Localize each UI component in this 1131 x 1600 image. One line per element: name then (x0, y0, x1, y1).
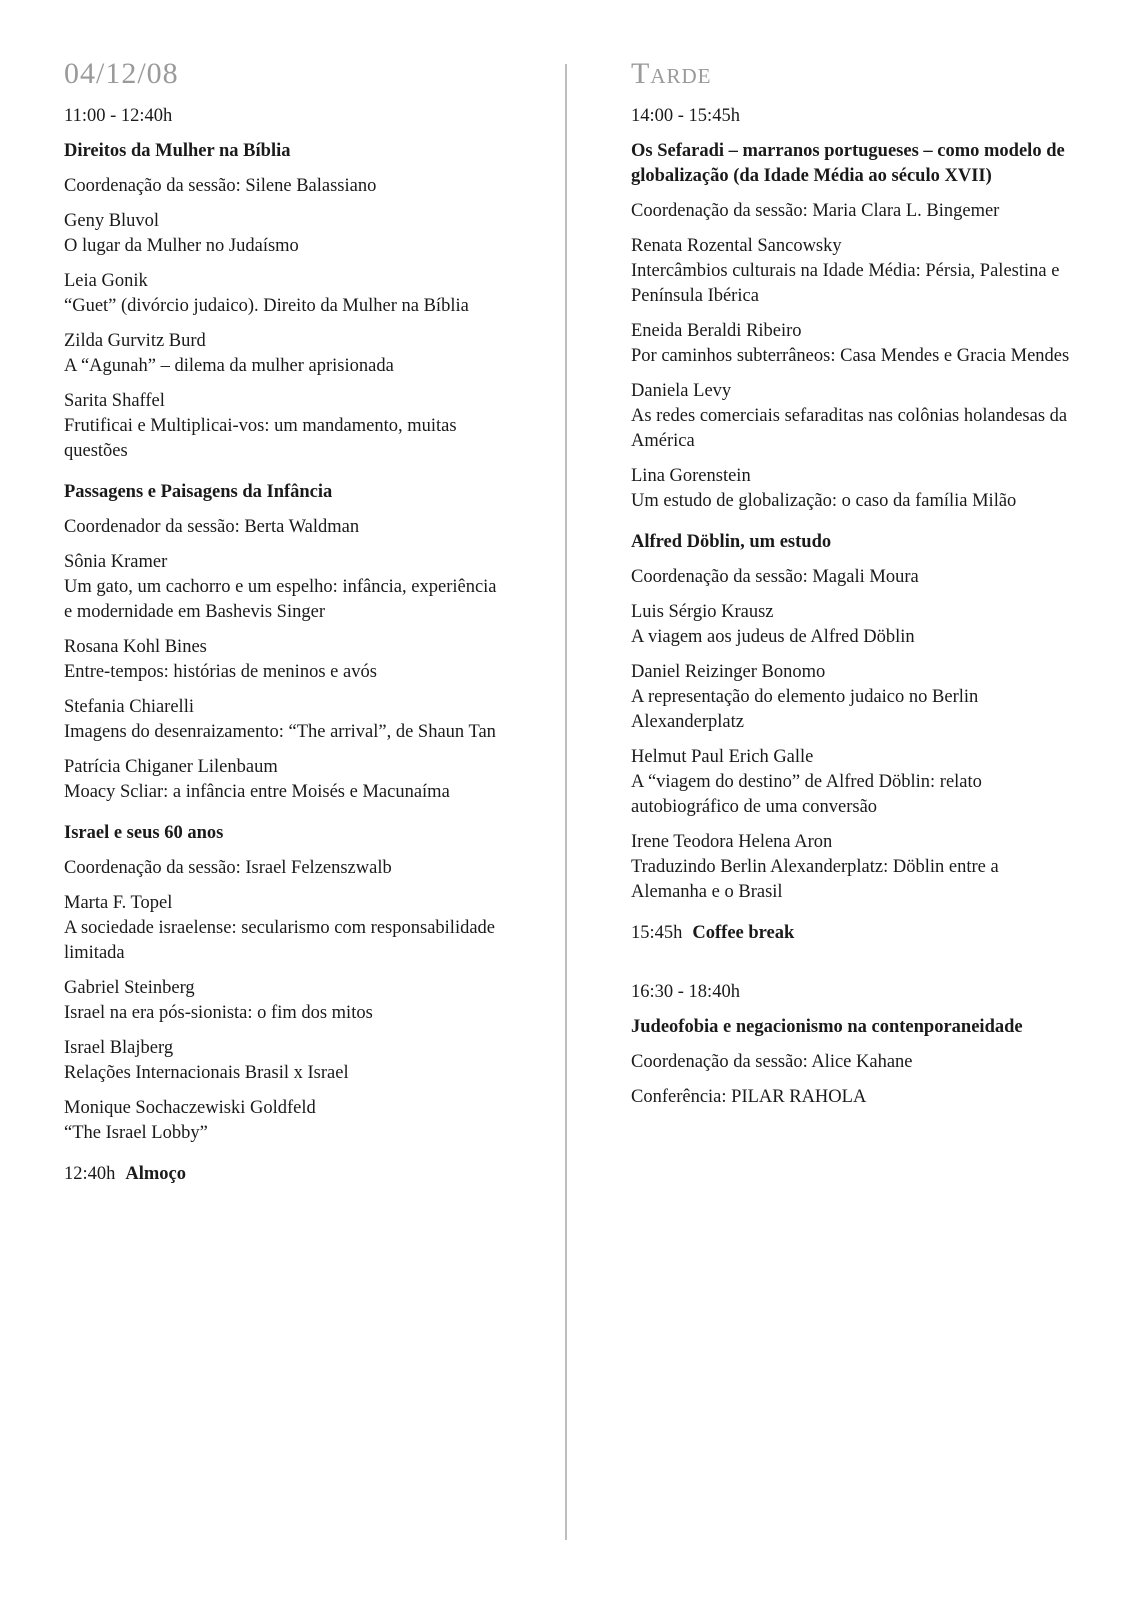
talk-item (64, 550, 504, 625)
talk-title: Israel na era pós-sionista: o fim dos mitos (64, 1003, 373, 1023)
break-label: Almoço (125, 1164, 187, 1184)
talk-item (64, 1036, 504, 1086)
talk-speaker: Marta F. Topel (64, 893, 173, 913)
talk-title: A sociedade israelense: secularismo com responsabilidade limitada (64, 918, 496, 963)
talk-item (64, 755, 504, 805)
session-time-1: 14:00 - 15:45h (631, 106, 740, 126)
talk-item (631, 745, 1071, 820)
session-title: Judeofobia e negacionismo na contenporaneidade (631, 1017, 1023, 1037)
break-label: Coffee break (692, 923, 795, 943)
session-coordinator: Coordenador da sessão: Berta Waldman (64, 517, 360, 537)
session-block (64, 480, 504, 805)
talk-speaker: Daniela Levy (631, 381, 732, 401)
session-title: Direitos da Mulher na Bíblia (64, 141, 291, 161)
talk-title: “Guet” (divórcio judaico). Direito da Mulher na Bíblia (64, 296, 469, 316)
talk-item (631, 319, 1071, 369)
talk-item (64, 891, 504, 966)
talk-item (64, 635, 504, 685)
afternoon-heading: Tarde (631, 57, 712, 90)
talk-speaker: Eneida Beraldi Ribeiro (631, 321, 802, 341)
coffee-break (631, 921, 1071, 946)
column-divider (565, 64, 567, 1540)
session-coordinator: Coordenação da sessão: Silene Balassiano (64, 176, 377, 196)
talk-title: A representação do elemento judaico no Berlin Alexanderplatz (631, 687, 979, 732)
session-block (631, 530, 1071, 905)
talk-speaker: Israel Blajberg (64, 1038, 174, 1058)
session-title: Passagens e Paisagens da Infância (64, 482, 333, 502)
session-title: Israel e seus 60 anos (64, 823, 224, 843)
date-heading: 04/12/08 (64, 57, 179, 90)
talk-speaker: Geny Bluvol (64, 211, 160, 231)
talk-speaker: Conferência: PILAR RAHOLA (631, 1087, 867, 1107)
talk-speaker: Patrícia Chiganer Lilenbaum (64, 757, 278, 777)
talk-speaker: Luis Sérgio Krausz (631, 602, 774, 622)
talk-speaker: Daniel Reizinger Bonomo (631, 662, 826, 682)
talk-speaker: Sarita Shaffel (64, 391, 165, 411)
talk-speaker: Gabriel Steinberg (64, 978, 195, 998)
talk-item (64, 209, 504, 259)
talk-item (64, 1096, 504, 1146)
left-sessions (64, 139, 504, 1146)
talk-title: A “viagem do destino” de Alfred Döblin: relato autobiográfico de uma conversão (631, 772, 982, 817)
right-sessions-2 (631, 1015, 1071, 1110)
talk-title: Imagens do desenraizamento: “The arrival”, de Shaun Tan (64, 722, 496, 742)
talk-speaker: Helmut Paul Erich Galle (631, 747, 814, 767)
talk-speaker: Zilda Gurvitz Burd (64, 331, 206, 351)
talk-item (631, 379, 1071, 454)
talk-item (631, 234, 1071, 309)
session-coordinator: Coordenação da sessão: Magali Moura (631, 567, 919, 587)
session-block (631, 139, 1071, 514)
talk-item (64, 329, 504, 379)
talk-speaker: Sônia Kramer (64, 552, 168, 572)
talk-title: Frutificai e Multiplicai-vos: um mandamento, muitas questões (64, 416, 457, 461)
session-block (631, 1015, 1071, 1110)
talk-item (631, 600, 1071, 650)
session-block (64, 139, 504, 464)
session-coordinator: Coordenação da sessão: Israel Felzenszwalb (64, 858, 392, 878)
talk-speaker: Stefania Chiarelli (64, 697, 194, 717)
talk-title: Intercâmbios culturais na Idade Média: Pérsia, Palestina e Península Ibérica (631, 261, 1060, 306)
session-title: Alfred Döblin, um estudo (631, 532, 832, 552)
talk-title: Traduzindo Berlin Alexanderplatz: Döblin entre a Alemanha e o Brasil (631, 857, 999, 902)
talk-title: As redes comerciais sefaraditas nas colônias holandesas da América (631, 406, 1068, 451)
talk-item (631, 660, 1071, 735)
talk-item (64, 695, 504, 745)
talk-title: Entre-tempos: histórias de meninos e avós (64, 662, 377, 682)
session-coordinator: Coordenação da sessão: Maria Clara L. Bingemer (631, 201, 1000, 221)
talk-speaker: Irene Teodora Helena Aron (631, 832, 833, 852)
session-block (64, 821, 504, 1146)
talk-title: A viagem aos judeus de Alfred Döblin (631, 627, 915, 647)
right-sessions-1 (631, 139, 1071, 905)
talk-item (64, 976, 504, 1026)
talk-title: Por caminhos subterrâneos: Casa Mendes e Gracia Mendes (631, 346, 1070, 366)
talk-speaker: Renata Rozental Sancowsky (631, 236, 842, 256)
talk-speaker: Rosana Kohl Bines (64, 637, 207, 657)
talk-item (631, 1085, 1071, 1110)
talk-title: Moacy Scliar: a infância entre Moisés e Macunaíma (64, 782, 450, 802)
session-time: 11:00 - 12:40h (64, 106, 173, 126)
break-time: 15:45h (631, 923, 683, 943)
talk-item (631, 464, 1071, 514)
talk-title: O lugar da Mulher no Judaísmo (64, 236, 299, 256)
session-title: Os Sefaradi – marranos portugueses – como modelo de globalização (da Idade Média ao século XVII) (631, 141, 1065, 186)
talk-speaker: Leia Gonik (64, 271, 148, 291)
break-time: 12:40h (64, 1164, 116, 1184)
talk-item (64, 269, 504, 319)
talk-title: Um estudo de globalização: o caso da família Milão (631, 491, 1017, 511)
talk-item (64, 389, 504, 464)
talk-title: Um gato, um cachorro e um espelho: infância, experiência e modernidade em Bashevis Singer (64, 577, 497, 622)
session-time-2: 16:30 - 18:40h (631, 982, 740, 1002)
talk-speaker: Monique Sochaczewiski Goldfeld (64, 1098, 316, 1118)
session-coordinator: Coordenação da sessão: Alice Kahane (631, 1052, 913, 1072)
talk-title: “The Israel Lobby” (64, 1123, 208, 1143)
talk-title: Relações Internacionais Brasil x Israel (64, 1063, 349, 1083)
left-column (64, 56, 504, 1221)
right-column (631, 56, 1071, 1126)
lunch-break (64, 1162, 504, 1187)
talk-speaker: Lina Gorenstein (631, 466, 751, 486)
talk-title: A “Agunah” – dilema da mulher aprisionada (64, 356, 394, 376)
talk-item (631, 830, 1071, 905)
